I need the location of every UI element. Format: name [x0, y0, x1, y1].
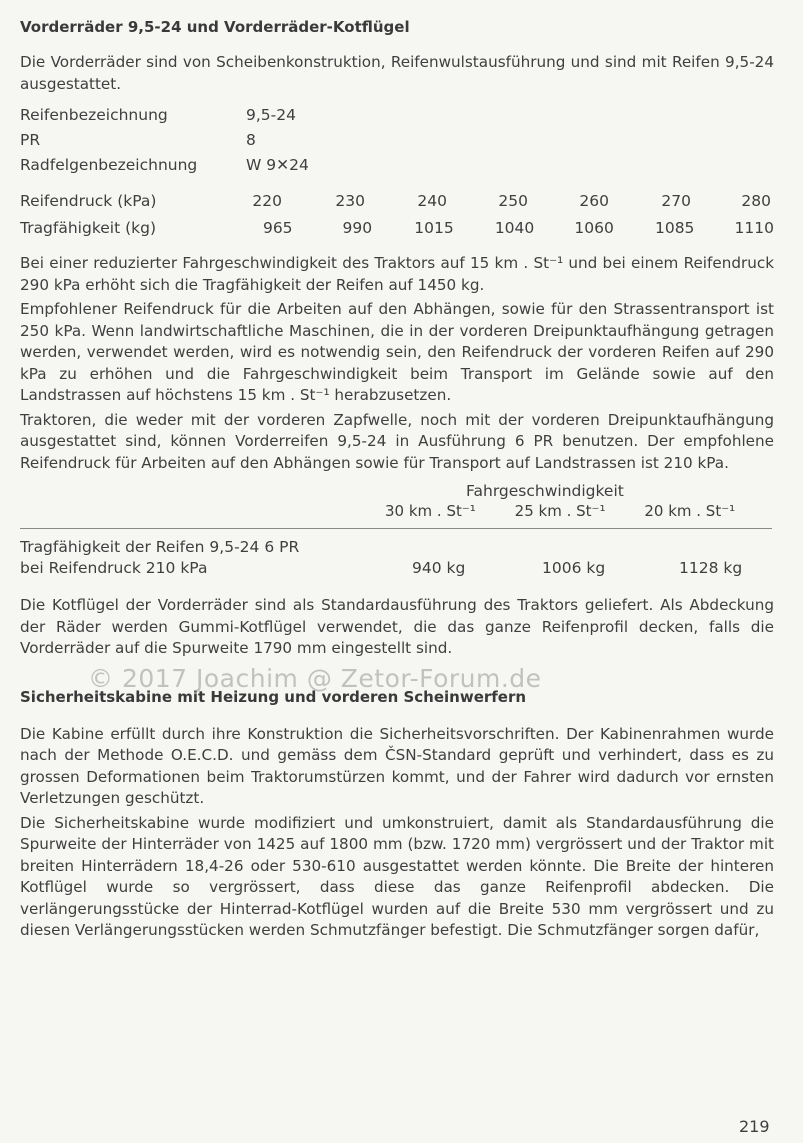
pressure-row — [20, 187, 774, 214]
load-value: 1006 kg — [542, 559, 606, 577]
capacity-cell: 1040 — [494, 218, 535, 237]
speed-header-row — [385, 502, 774, 520]
table-divider — [20, 528, 772, 529]
paragraph-cabin-modified: Die Sicherheitskabine wurde modifiziert und umkonstruiert, damit als Standardausführung die Spurweite der Hinterräder von 1425 auf 1800 mm (bzw. 1720 mm) vergrössert und der Traktor mit breiten Hinterrädern 18,4-26 oder 530-610 ausgestattet werden könnte. Die Breite der hinteren Kotflügel wurde so vergrössert, dass diese das ganze Reifenprofil abdecken. Die verlängerungsstücke der Hinterrad-Kotflügel wurden auf die Breite 530 mm vergrössert und zu diesen Verlängerungsstücken werden Schmutzfänger befestigt. Die Schmutzfänger sorgen dafür, — [20, 813, 774, 939]
capacity-cell: 990 — [342, 218, 373, 237]
capacity-cell: 1085 — [654, 218, 695, 237]
section-heading-front-wheels: Vorderräder 9,5-24 und Vorderräder-Kotflügel — [20, 18, 410, 36]
page-number: 219 — [739, 1117, 770, 1136]
pressure-label: Reifendruck (kPa) — [20, 191, 157, 210]
spec-row — [20, 127, 774, 152]
paragraph-cabin-safety: Die Kabine erfüllt durch ihre Konstruktion die Sicherheitsvorschriften. Der Kabinenrahmen wurde nach der Methode O.E.C.D. und gemäss dem ČSN-Standard geprüft und verhindert, dass es zu grossen Deformationen beim Traktorumstürzen kommt, und der Fahrer wird dadurch vor ernsten Verletzungen geschützt. — [20, 724, 774, 807]
capacity-row — [20, 214, 774, 241]
paragraph-recommended-pressure: Empfohlener Reifendruck für die Arbeiten auf den Abhängen, sowie für den Strassentransport ist 250 kPa. Wenn landwirtschaftliche Maschinen, die in der vorderen Dreipunktaufhängung getragen werden, verwendet werden, wird es notwendig sein, den Reifendruck der vorderen Reifen auf 290 kPa zu erhöhen und die Fahrgeschwindigkeit beim Transport im Gelände sowie auf den Landstrassen auf höchstens 15 km . St⁻¹ herabzusetzen. — [20, 300, 774, 404]
pressure-cell: 220 — [252, 191, 282, 210]
pressure-cell: 270 — [661, 191, 691, 210]
document-page — [20, 18, 774, 945]
spec-label: Radfelgenbezeichnung — [20, 155, 198, 174]
load-row-values — [20, 558, 774, 579]
pressure-cell: 280 — [741, 191, 771, 210]
section-heading-cabin: Sicherheitskabine mit Heizung und vorderen Scheinwerfern — [20, 687, 527, 706]
spec-value: 9,5-24 — [246, 105, 296, 124]
copyright-watermark: © 2017 Joachim @ Zetor-Forum.de — [88, 664, 542, 693]
paragraph-fenders: Die Kotflügel der Vorderräder sind als Standardausführung des Traktors geliefert. Als Abdeckung der Räder werden Gummi-Kotflügel verwendet, die das ganze Reifenprofil decken, falls die Vorderräder auf die Spurweite 1790 mm eingestellt sind. — [20, 596, 774, 657]
capacity-cell: 1015 — [414, 218, 454, 237]
speed-table-title: Fahrgeschwindigkeit — [466, 482, 624, 500]
pressure-cell: 250 — [498, 191, 528, 210]
load-row-label-2: bei Reifendruck 210 kPa — [20, 559, 208, 577]
tire-spec-list — [20, 102, 774, 177]
paragraph-reduced-speed: Bei einer reduzierter Fahrgeschwindigkeit des Traktors auf 15 km . St⁻¹ und bei einem Reifendruck 290 kPa erhöht sich die Tragfähigkeit der Reifen auf 1450 kg. — [20, 254, 774, 294]
speed-header: 20 km . St⁻¹ — [644, 502, 736, 520]
spec-label: Reifenbezeichnung — [20, 105, 168, 124]
pressure-cell: 230 — [335, 191, 365, 210]
load-value: 940 kg — [412, 559, 466, 577]
capacity-label: Tragfähigkeit (kg) — [20, 218, 157, 237]
speed-header: 30 km . St⁻¹ — [385, 502, 476, 520]
pressure-cell: 260 — [579, 191, 609, 210]
capacity-cell: 965 — [262, 218, 293, 237]
pressure-capacity-table — [20, 187, 774, 241]
paragraph-6pr-tires: Traktoren, die weder mit der vorderen Zapfwelle, noch mit der vorderen Dreipunktaufhängung ausgestattet sind, können Vorderreifen 9,5-24 in Ausführung 6 PR benutzen. Der empfohlene Reifendruck für Arbeiten auf den Abhängen sowie für Transport auf Landstrassen ist 210 kPa. — [20, 410, 774, 472]
capacity-cell: 1060 — [574, 218, 614, 237]
spec-label: PR — [20, 130, 41, 149]
load-value: 1128 kg — [679, 559, 743, 577]
spec-row — [20, 102, 774, 127]
speed-header: 25 km . St⁻¹ — [514, 502, 606, 520]
spec-value: 8 — [246, 130, 256, 149]
spec-row — [20, 152, 774, 177]
spec-value: W 9✕24 — [246, 155, 309, 174]
load-row-label-1: Tragfähigkeit der Reifen 9,5-24 6 PR — [20, 538, 300, 556]
intro-paragraph: Die Vorderräder sind von Scheibenkonstruktion, Reifenwulstausführung und sind mit Reifen 9,5-24 ausgestattet. — [20, 53, 774, 93]
capacity-cell: 1110 — [734, 218, 774, 237]
pressure-cell: 240 — [417, 191, 447, 210]
load-row-label — [20, 537, 774, 558]
